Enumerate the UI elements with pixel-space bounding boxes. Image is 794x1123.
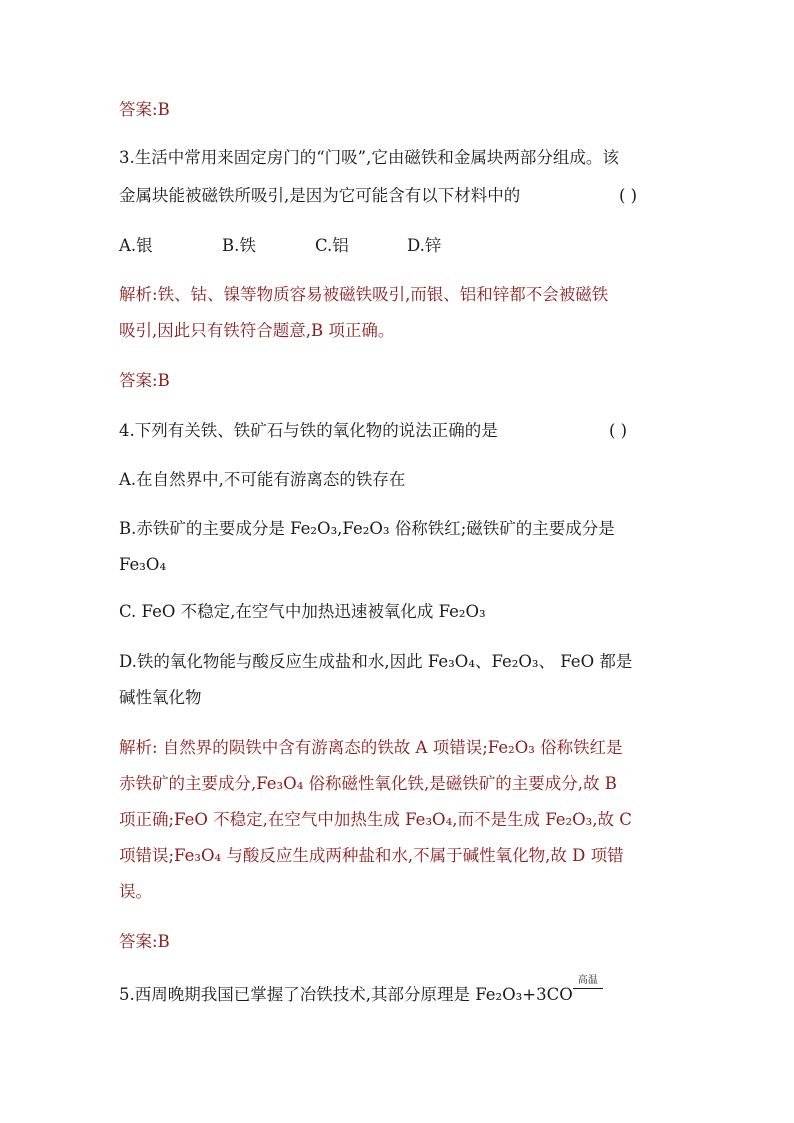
q4-stem-text: 4.下列有关铁、铁矿石与铁的氧化物的说法正确的是	[119, 421, 498, 440]
q3-stem-line2	[119, 185, 675, 207]
q3-analysis-line2: 吸引,因此只有铁符合题意,B 项正确。	[119, 321, 395, 340]
q4-option-d-line2: 碱性氧化物	[119, 688, 202, 707]
q4-analysis-line2: 赤铁矿的主要成分,Fe₃O₄ 俗称磁性氧化铁,是磁铁矿的主要成分,故 B	[119, 774, 617, 793]
q3-option-d: D.锌	[407, 236, 442, 255]
q3-option-a: A.银	[119, 236, 153, 255]
q4-analysis-line1	[119, 737, 623, 759]
condition-label: 高温	[577, 975, 598, 986]
analysis-text: 自然界的陨铁中含有游离态的铁故 A 项错误;Fe₂O₃ 俗称铁红是	[157, 738, 623, 757]
q3-stem-line1: 3.生活中常用来固定房门的“门吸”,它由磁铁和金属块两部分组成。该	[119, 148, 619, 167]
q3-options	[119, 235, 675, 257]
q4-answer	[119, 931, 170, 953]
condition-bar	[573, 988, 603, 989]
q4-option-d-line1: D.铁的氧化物能与酸反应生成盐和水,因此 Fe₃O₄、Fe₂O₃、 FeO 都是	[119, 652, 633, 671]
q3-answer-paren: ( )	[619, 186, 638, 205]
q4-answer-paren: ( )	[609, 421, 628, 440]
q3-option-b: B.铁	[222, 236, 256, 255]
q4-stem	[119, 420, 675, 442]
answer-label: 答案:	[119, 100, 158, 119]
answer-value: B	[157, 932, 170, 951]
q4-option-b-line2: Fe₃O₄	[119, 555, 167, 574]
q3-answer	[119, 370, 170, 392]
q4-analysis-line3: 项正确;FeO 不稳定,在空气中加热生成 Fe₃O₄,而不是生成 Fe₂O₃,故 C	[119, 810, 632, 829]
answer-value: B	[157, 371, 170, 390]
analysis-text: 铁、钴、镍等物质容易被磁铁吸引,而银、铝和锌都不会被磁铁	[157, 285, 609, 304]
q5-stem-text: 5.西周晚期我国已掌握了冶铁技术,其部分原理是 Fe₂O₃+3CO	[119, 985, 573, 1004]
q3-analysis-line1	[119, 284, 608, 306]
q4-analysis-line4: 项错误;Fe₃O₄ 与酸反应生成两种盐和水,不属于碱性氧化物,故 D 项错	[119, 846, 624, 865]
q3-stem-text: 金属块能被磁铁所吸引,是因为它可能含有以下材料中的	[119, 186, 521, 205]
q4-option-c: C. FeO 不稳定,在空气中加热迅速被氧化成 Fe₂O₃	[119, 602, 486, 621]
answer-label: 答案:	[119, 932, 158, 951]
q4-analysis-line5: 误。	[119, 882, 152, 901]
q4-option-b-line1: B.赤铁矿的主要成分是 Fe₂O₃,Fe₂O₃ 俗称铁红;磁铁矿的主要成分是	[119, 519, 615, 538]
answer-value: B	[157, 100, 170, 119]
reaction-condition	[573, 975, 603, 1000]
q4-option-a: A.在自然界中,不可能有游离态的铁存在	[119, 470, 406, 489]
q2-answer	[119, 99, 170, 121]
q5-stem	[119, 975, 603, 1006]
q3-option-c: C.铝	[315, 236, 349, 255]
analysis-label: 解析:	[119, 738, 158, 757]
analysis-label: 解析:	[119, 285, 158, 304]
answer-label: 答案:	[119, 371, 158, 390]
